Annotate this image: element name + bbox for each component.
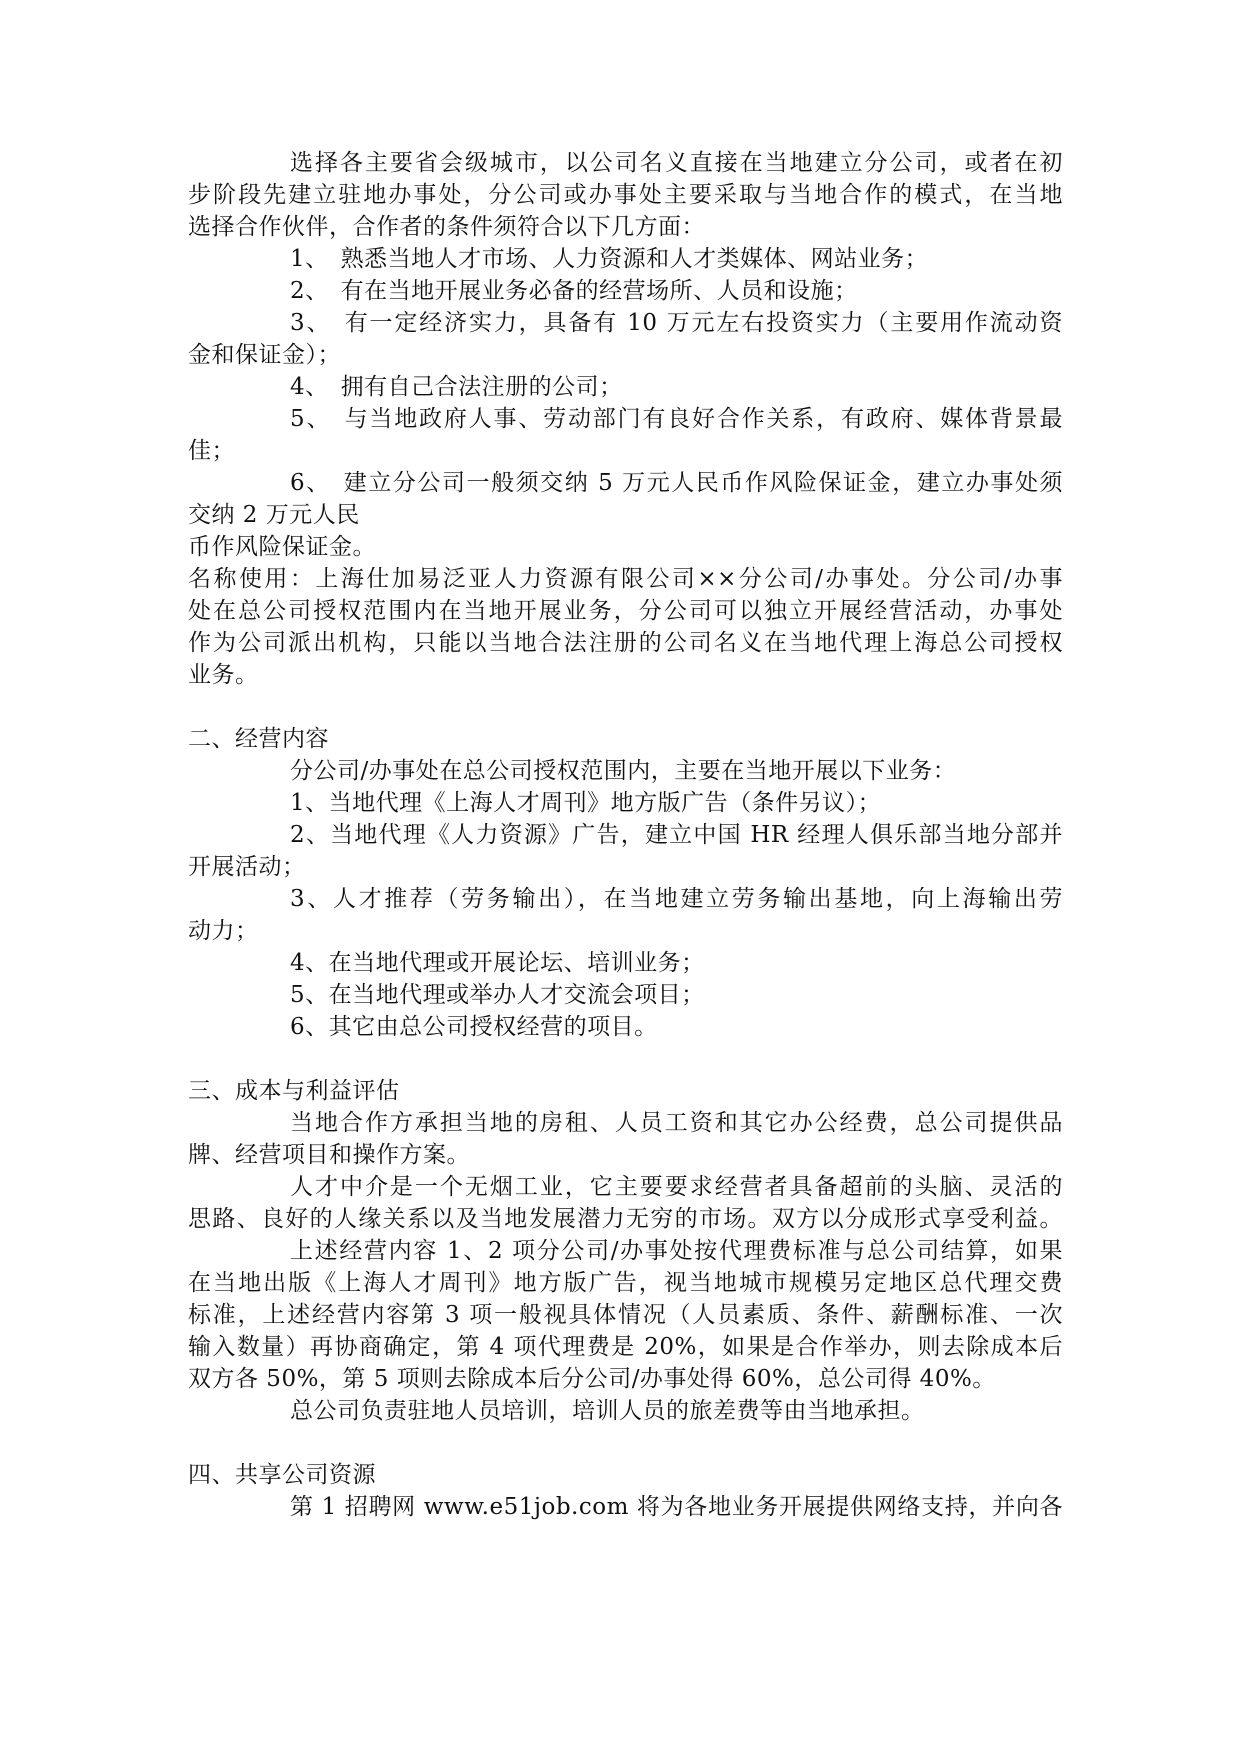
paragraph-line: 第 1 招聘网 www.e51job.com 将为各地业务开展提供网络支持，并向各 — [290, 1494, 1063, 1520]
list-item: 1、当地代理《上海人才周刊》地方版广告（条件另议）； — [290, 790, 882, 816]
paragraph-line: 输入数量）再协商确定，第 4 项代理费是 20%，如果是合作举办，则去除成本后 — [188, 1334, 1063, 1360]
list-item: 1、 熟悉当地人才市场、人力资源和人才类媒体、网站业务； — [290, 246, 929, 272]
list-item: 4、在当地代理或开展论坛、培训业务； — [290, 950, 705, 976]
blank-line — [188, 1427, 1063, 1459]
document-body — [188, 147, 1063, 1523]
list-item: 5、 与当地政府人事、劳动部门有良好合作关系，有政府、媒体背景最 — [290, 406, 1063, 432]
paragraph-line: 双方各 50%，第 5 项则去除成本后分公司/办事处得 60%，总公司得 40%。 — [188, 1366, 996, 1392]
paragraph-line: 作为公司派出机构，只能以当地合法注册的公司名义在当地代理上海总公司授权 — [188, 630, 1063, 656]
paragraph-line: 选择各主要省会级城市，以公司名义直接在当地建立分公司，或者在初 — [290, 150, 1063, 176]
section-heading: 三、成本与利益评估 — [188, 1078, 400, 1104]
list-item-continuation: 金和保证金）； — [188, 342, 341, 368]
paragraph-line: 思路、良好的人缘关系以及当地发展潜力无穷的市场。双方以分成形式享受利益。 — [188, 1206, 1063, 1232]
list-item-continuation: 动力； — [188, 918, 259, 944]
list-item: 2、 有在当地开展业务必备的经营场所、人员和设施； — [290, 278, 858, 304]
list-item: 2、当地代理《人力资源》广告，建立中国 HR 经理人俱乐部当地分部并 — [290, 822, 1063, 848]
paragraph-line: 名称使用：上海仕加易泛亚人力资源有限公司××分公司/办事处。分公司/办事 — [188, 566, 1063, 592]
paragraph-line: 在当地出版《上海人才周刊》地方版广告，视当地城市规模另定地区总代理交费 — [188, 1270, 1063, 1296]
list-item: 5、在当地代理或举办人才交流会项目； — [290, 982, 705, 1008]
paragraph-line: 步阶段先建立驻地办事处，分公司或办事处主要采取与当地合作的模式，在当地 — [188, 182, 1063, 208]
list-item-continuation: 币作风险保证金。 — [188, 534, 376, 560]
list-item-continuation: 开展活动； — [188, 854, 306, 880]
blank-line — [188, 691, 1063, 723]
list-item: 6、 建立分公司一般须交纳 5 万元人民币作风险保证金，建立办事处须 — [290, 470, 1063, 496]
paragraph-line: 总公司负责驻地人员培训，培训人员的旅差费等由当地承担。 — [290, 1398, 925, 1424]
paragraph-line: 业务。 — [188, 662, 259, 688]
paragraph-line: 选择合作伙伴，合作者的条件须符合以下几方面： — [188, 214, 705, 240]
paragraph-line: 标准，上述经营内容第 3 项一般视具体情况（人员素质、条件、薪酬标准、一次 — [188, 1302, 1063, 1328]
paragraph-line: 处在总公司授权范围内在当地开展业务，分公司可以独立开展经营活动，办事处 — [188, 598, 1063, 624]
blank-line — [188, 1043, 1063, 1075]
paragraph-line: 牌、经营项目和操作方案。 — [188, 1142, 470, 1168]
list-item: 3、人才推荐（劳务输出），在当地建立劳务输出基地，向上海输出劳 — [290, 886, 1063, 912]
section-heading: 二、经营内容 — [188, 726, 329, 752]
list-item-continuation: 佳； — [188, 438, 235, 464]
list-item: 6、其它由总公司授权经营的项目。 — [290, 1014, 658, 1040]
list-item-continuation: 交纳 2 万元人民 — [188, 502, 360, 528]
paragraph-line: 上述经营内容 1、2 项分公司/办事处按代理费标准与总公司结算，如果 — [290, 1238, 1063, 1264]
section-heading: 四、共享公司资源 — [188, 1462, 376, 1488]
paragraph-line: 人才中介是一个无烟工业，它主要要求经营者具备超前的头脑、灵活的 — [290, 1174, 1063, 1200]
paragraph-line: 当地合作方承担当地的房租、人员工资和其它办公经费，总公司提供品 — [290, 1110, 1063, 1136]
paragraph-line: 分公司/办事处在总公司授权范围内，主要在当地开展以下业务： — [290, 758, 957, 784]
list-item: 4、 拥有自己合法注册的公司； — [290, 374, 623, 400]
list-item: 3、 有一定经济实力，具备有 10 万元左右投资实力（主要用作流动资 — [290, 310, 1063, 336]
